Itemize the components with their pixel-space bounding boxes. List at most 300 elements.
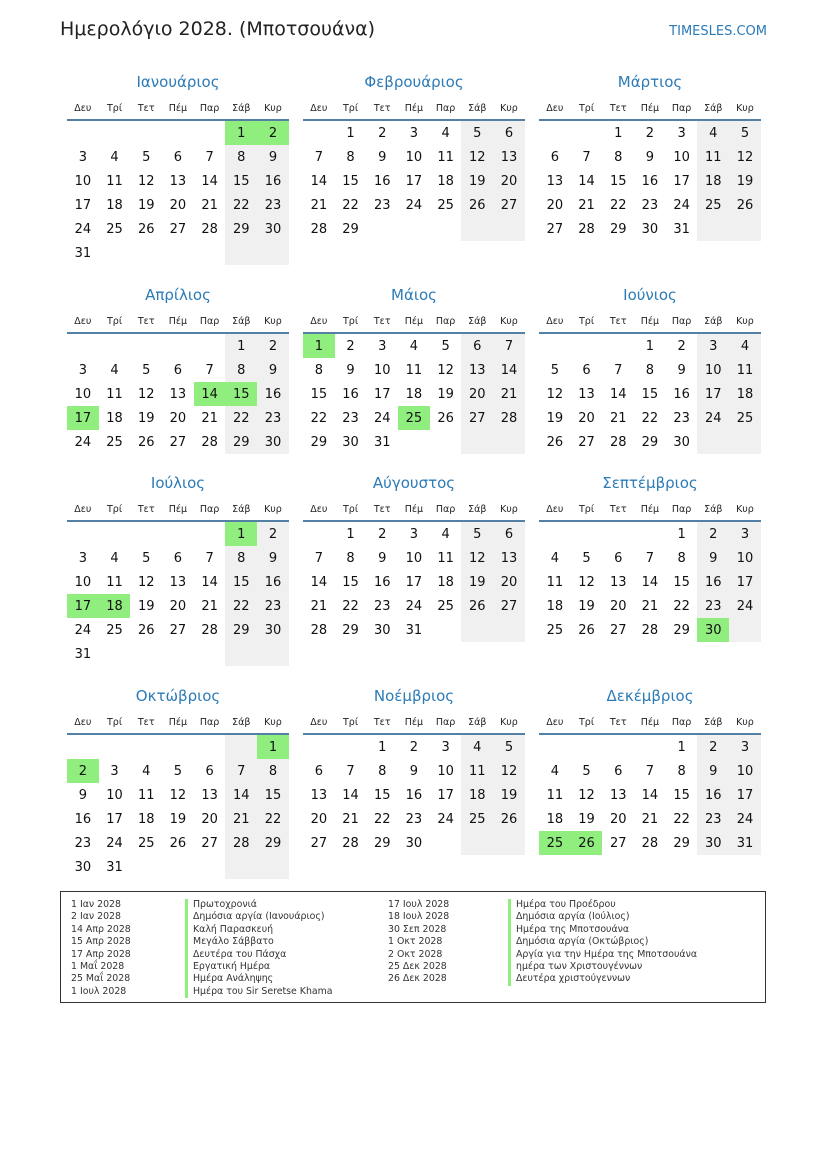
empty-day-cell [225,642,257,666]
month-name: Οκτώβριος [135,687,221,705]
empty-day-cell [303,522,335,546]
days-grid [539,522,761,642]
day-cell: 23 [373,197,391,213]
month-calendar [539,72,761,241]
day-cell: 8 [645,362,655,378]
day-cell: 7 [314,149,323,165]
day-cell: 1 [346,125,355,141]
days-grid [303,735,525,855]
empty-day-cell [162,121,194,145]
day-cell: 5 [142,362,151,378]
empty-day-cell [67,334,99,358]
day-cell: 2 [378,125,387,141]
weekday-label: Δευ [74,102,92,114]
day-cell: 21 [225,807,257,831]
day-cell: 22 [310,410,328,426]
day-cell: 10 [74,173,92,189]
day-cell: 18 [461,783,493,807]
weekday-label: Τετ [373,315,391,327]
day-cell: 14 [201,173,218,189]
day-cell: 24 [729,594,761,618]
day-cell: 14 [310,574,328,590]
day-cell: 3 [677,125,686,141]
holiday-name: Δημόσια αργία (Ιανουάριος) [185,911,333,923]
empty-day-cell [194,735,226,759]
weekday-label: Τρί [579,716,595,728]
month-name: Δεκέμβριος [606,687,694,705]
holiday-date: 1 Οκτ 2028 [388,936,443,948]
empty-day-cell [162,241,194,265]
month-name: Αύγουστος [372,474,456,492]
days-grid [303,522,525,642]
month-name: Ιούλιος [150,474,206,492]
weekday-label: Κυρ [264,102,282,114]
weekday-label: Τετ [137,315,155,327]
weekday-label: Τετ [137,102,155,114]
day-cell: 12 [461,145,493,169]
day-cell: 6 [493,522,525,546]
day-cell: 4 [550,550,559,566]
day-cell: 10 [697,358,729,382]
day-cell: 9 [697,759,729,783]
day-cell: 28 [641,622,659,638]
month-name: Φεβρουάριος [364,73,464,91]
day-cell: 5 [461,121,493,145]
day-cell: 9 [257,145,289,169]
weekday-label: Παρ [671,503,692,515]
day-cell: 4 [729,334,761,358]
day-cell: 7 [645,763,655,779]
day-cell: 21 [201,197,218,213]
month-calendar [539,686,761,855]
weekday-header [67,312,289,330]
day-cell: 11 [106,173,123,189]
weekday-label: Δευ [74,315,92,327]
day-cell: 8 [677,550,686,566]
month-name: Απρίλιος [145,286,211,304]
day-cell: 23 [257,193,289,217]
day-cell: 17 [405,173,423,189]
day-cell: 14 [578,173,595,189]
month-name: Νοέμβριος [373,687,455,705]
day-cell: 19 [546,410,564,426]
day-cell: 26 [137,221,155,237]
day-cell: 28 [493,406,525,430]
day-cell: 30 [74,859,92,875]
month-name: Μάρτιος [617,73,683,91]
day-cell: 13 [609,787,627,803]
day-cell: 22 [342,598,359,614]
empty-day-cell [461,430,493,454]
weekday-label: Τετ [609,102,627,114]
day-cell: 26 [493,807,525,831]
days-grid [303,121,525,241]
day-cell: 23 [697,594,729,618]
day-cell: 21 [609,410,627,426]
day-cell: 5 [142,149,151,165]
day-cell: 5 [582,550,591,566]
weekday-label: Σάβ [232,716,251,728]
holiday-name: Δευτέρα χριστούγεννων [508,973,697,985]
day-cell: 21 [201,410,218,426]
weekday-label: Τετ [373,102,391,114]
weekday-label: Σάβ [704,503,723,515]
holiday-names-column [185,899,333,998]
weekday-label: Τρί [343,503,359,515]
day-cell: 19 [169,811,187,827]
holiday-name: Δημόσια αργία (Ιούλιος) [508,911,697,923]
day-cell: 6 [582,362,591,378]
weekday-label: Παρ [199,503,220,515]
site-link[interactable]: TIMESLES.COM [669,24,767,39]
empty-day-cell [99,334,131,358]
day-cell: 13 [310,787,328,803]
holiday-name: Δημόσια αργία (Οκτώβριος) [508,936,697,948]
day-cell: 27 [169,622,187,638]
day-cell: 12 [169,787,187,803]
month-name: Σεπτέμβριος [602,474,698,492]
day-cell: 1 [378,739,387,755]
weekday-label: Σάβ [704,716,723,728]
empty-day-cell [194,855,226,879]
day-cell: 28 [201,434,218,450]
day-cell: 25 [546,622,564,638]
weekday-label: Πέμ [168,503,188,515]
weekday-header [303,99,525,117]
day-cell: 10 [373,362,391,378]
day-cell: 16 [373,574,391,590]
day-cell: 12 [437,362,454,378]
day-cell: 6 [493,121,525,145]
day-cell: 30 [697,618,729,642]
day-cell: 26 [169,835,187,851]
day-cell: 23 [697,807,729,831]
day-cell: 14 [493,358,525,382]
day-cell: 20 [609,811,627,827]
empty-day-cell [634,735,666,759]
weekday-label: Πέμ [404,102,424,114]
holiday-dates-column [388,899,449,986]
day-cell: 14 [641,787,659,803]
day-cell: 17 [405,574,423,590]
day-cell: 16 [257,169,289,193]
empty-day-cell [162,642,194,666]
day-cell: 12 [137,173,155,189]
weekday-label: Τρί [107,315,123,327]
empty-day-cell [194,241,226,265]
empty-day-cell [571,735,603,759]
weekday-label: Τρί [579,102,595,114]
day-cell: 11 [546,574,564,590]
holiday-date: 1 Ιουλ 2028 [71,985,127,997]
day-cell: 15 [225,382,257,406]
month-name: Μάιος [391,286,437,304]
empty-day-cell [493,831,525,855]
day-cell: 12 [546,386,564,402]
day-cell: 15 [673,787,690,803]
empty-day-cell [130,334,162,358]
day-cell: 21 [578,197,595,213]
weekday-label: Δευ [310,315,328,327]
day-cell: 2 [257,522,289,546]
day-cell: 4 [409,338,419,354]
day-cell: 29 [373,835,391,851]
day-cell: 30 [257,430,289,454]
weekday-label: Κυρ [500,503,518,515]
weekday-label: Παρ [199,716,220,728]
day-cell: 1 [303,334,335,358]
day-cell: 28 [342,835,359,851]
day-cell: 1 [346,526,355,542]
holiday-date: 30 Σεπ 2028 [388,923,447,935]
empty-day-cell [539,121,571,145]
day-cell: 30 [342,434,359,450]
day-cell: 7 [314,550,323,566]
days-grid [539,334,761,454]
day-cell: 28 [609,434,627,450]
weekday-label: Παρ [435,102,456,114]
weekday-label: Κυρ [264,503,282,515]
empty-day-cell [99,735,131,759]
month-calendar [303,72,525,241]
holiday-name: Ημέρα του Προέδρου [508,899,697,911]
day-cell: 19 [437,386,454,402]
weekday-label: Δευ [74,716,92,728]
day-cell: 8 [225,358,257,382]
days-grid [67,334,289,454]
empty-day-cell [257,855,289,879]
weekday-label: Παρ [671,102,692,114]
empty-day-cell [99,241,131,265]
day-cell: 24 [405,598,423,614]
day-cell: 24 [729,807,761,831]
day-cell: 10 [673,149,690,165]
day-cell: 29 [641,434,659,450]
day-cell: 3 [729,522,761,546]
day-cell: 5 [441,338,450,354]
holiday-date: 14 Απρ 2028 [71,923,131,935]
day-cell: 9 [697,546,729,570]
day-cell: 7 [645,550,655,566]
day-cell: 8 [225,546,257,570]
day-cell: 11 [106,574,123,590]
empty-day-cell [67,522,99,546]
day-cell: 14 [201,574,218,590]
empty-day-cell [571,522,603,546]
day-cell: 18 [546,598,564,614]
day-cell: 22 [641,410,659,426]
day-cell: 8 [257,759,289,783]
day-cell: 8 [614,149,623,165]
day-cell: 30 [373,622,391,638]
empty-day-cell [398,430,430,454]
day-cell: 5 [142,550,151,566]
weekday-label: Κυρ [500,716,518,728]
day-cell: 16 [641,173,659,189]
day-cell: 26 [461,193,493,217]
weekday-label: Κυρ [736,315,754,327]
holiday-date: 25 Μαΐ 2028 [71,973,131,985]
empty-day-cell [571,121,603,145]
day-cell: 26 [571,831,603,855]
day-cell: 20 [493,169,525,193]
day-cell: 15 [342,173,359,189]
holiday-legend [60,891,766,1003]
day-cell: 23 [257,406,289,430]
month-calendar [67,473,289,666]
day-cell: 4 [441,125,450,141]
day-cell: 29 [673,835,690,851]
day-cell: 17 [373,386,391,402]
day-cell: 8 [314,362,323,378]
day-cell: 23 [405,811,423,827]
day-cell: 26 [461,594,493,618]
holiday-date: 1 Ιαν 2028 [71,899,121,910]
weekday-label: Δευ [546,102,564,114]
day-cell: 31 [673,221,690,237]
day-cell: 29 [342,221,359,237]
day-cell: 9 [78,787,87,803]
day-cell: 17 [697,382,729,406]
day-cell: 12 [578,787,595,803]
day-cell: 28 [641,835,659,851]
day-cell: 13 [546,173,564,189]
day-cell: 10 [405,149,423,165]
holiday-name: Πρωτοχρονιά [185,899,333,911]
day-cell: 15 [342,574,359,590]
day-cell: 15 [641,386,659,402]
day-cell: 27 [609,835,627,851]
holiday-name: Μεγάλο Σάββατο [185,936,333,948]
day-cell: 29 [310,434,328,450]
day-cell: 18 [437,574,454,590]
day-cell: 19 [137,197,155,213]
holiday-date: 15 Απρ 2028 [71,936,131,948]
weekday-label: Πέμ [640,315,660,327]
day-cell: 25 [437,598,454,614]
day-cell: 4 [550,763,559,779]
day-cell: 29 [257,831,289,855]
day-cell: 9 [257,546,289,570]
day-cell: 18 [729,382,761,406]
day-cell: 21 [310,197,328,213]
weekday-label: Σάβ [232,315,251,327]
holiday-name: Αργία για την Ημέρα της Μποτσουάνα [508,949,697,961]
day-cell: 16 [257,570,289,594]
day-cell: 6 [550,149,559,165]
day-cell: 30 [673,434,690,450]
weekday-label: Πέμ [168,315,188,327]
day-cell: 2 [257,121,289,145]
empty-day-cell [461,618,493,642]
day-cell: 9 [677,362,686,378]
day-cell: 23 [373,598,391,614]
day-cell: 5 [550,362,559,378]
day-cell: 15 [225,570,257,594]
day-cell: 13 [609,574,627,590]
day-cell: 3 [409,125,419,141]
day-cell: 16 [74,811,92,827]
day-cell: 30 [405,835,423,851]
weekday-label: Τετ [137,503,155,515]
day-cell: 6 [205,763,214,779]
day-cell: 9 [257,358,289,382]
day-cell: 4 [697,121,729,145]
day-cell: 31 [729,831,761,855]
day-cell: 27 [201,835,218,851]
weekday-label: Δευ [74,503,92,515]
day-cell: 9 [409,763,419,779]
empty-day-cell [130,735,162,759]
weekday-label: Τετ [609,503,627,515]
day-cell: 12 [461,546,493,570]
day-cell: 6 [314,763,323,779]
day-cell: 15 [257,783,289,807]
empty-day-cell [729,217,761,241]
weekday-label: Σάβ [232,102,251,114]
day-cell: 12 [493,759,525,783]
weekday-label: Τρί [579,503,595,515]
empty-day-cell [430,831,462,855]
holiday-name: Εργατική Ημέρα [185,961,333,973]
day-cell: 4 [461,735,493,759]
weekday-label: Πέμ [404,716,424,728]
weekday-header [67,500,289,518]
day-cell: 3 [441,739,450,755]
weekday-label: Παρ [199,315,220,327]
day-cell: 22 [673,811,690,827]
weekday-label: Δευ [546,315,564,327]
empty-day-cell [729,430,761,454]
empty-day-cell [697,217,729,241]
day-cell: 7 [205,149,214,165]
weekday-label: Τρί [579,315,595,327]
empty-day-cell [99,642,131,666]
empty-day-cell [335,735,367,759]
day-cell: 11 [405,362,423,378]
day-cell: 19 [578,598,595,614]
day-cell: 21 [493,382,525,406]
empty-day-cell [430,618,462,642]
day-cell: 29 [342,622,359,638]
day-cell: 11 [461,759,493,783]
weekday-label: Τετ [137,716,155,728]
day-cell: 11 [729,358,761,382]
month-calendar [67,285,289,454]
weekday-label: Δευ [546,716,564,728]
day-cell: 25 [106,622,123,638]
weekday-header [67,99,289,117]
day-cell: 23 [673,410,690,426]
weekday-label: Πέμ [640,102,660,114]
day-cell: 17 [437,787,454,803]
month-calendar [303,686,525,855]
day-cell: 14 [641,574,659,590]
weekday-label: Πέμ [640,716,660,728]
empty-day-cell [539,334,571,358]
day-cell: 25 [137,835,155,851]
day-cell: 19 [137,410,155,426]
day-cell: 19 [137,598,155,614]
month-name: Ιούνιος [623,286,677,304]
day-cell: 7 [614,362,623,378]
weekday-label: Παρ [199,102,220,114]
day-cell: 2 [378,526,387,542]
holiday-name: Καλή Παρασκευή [185,924,333,936]
empty-day-cell [257,241,289,265]
day-cell: 18 [697,169,729,193]
day-cell: 7 [205,362,214,378]
